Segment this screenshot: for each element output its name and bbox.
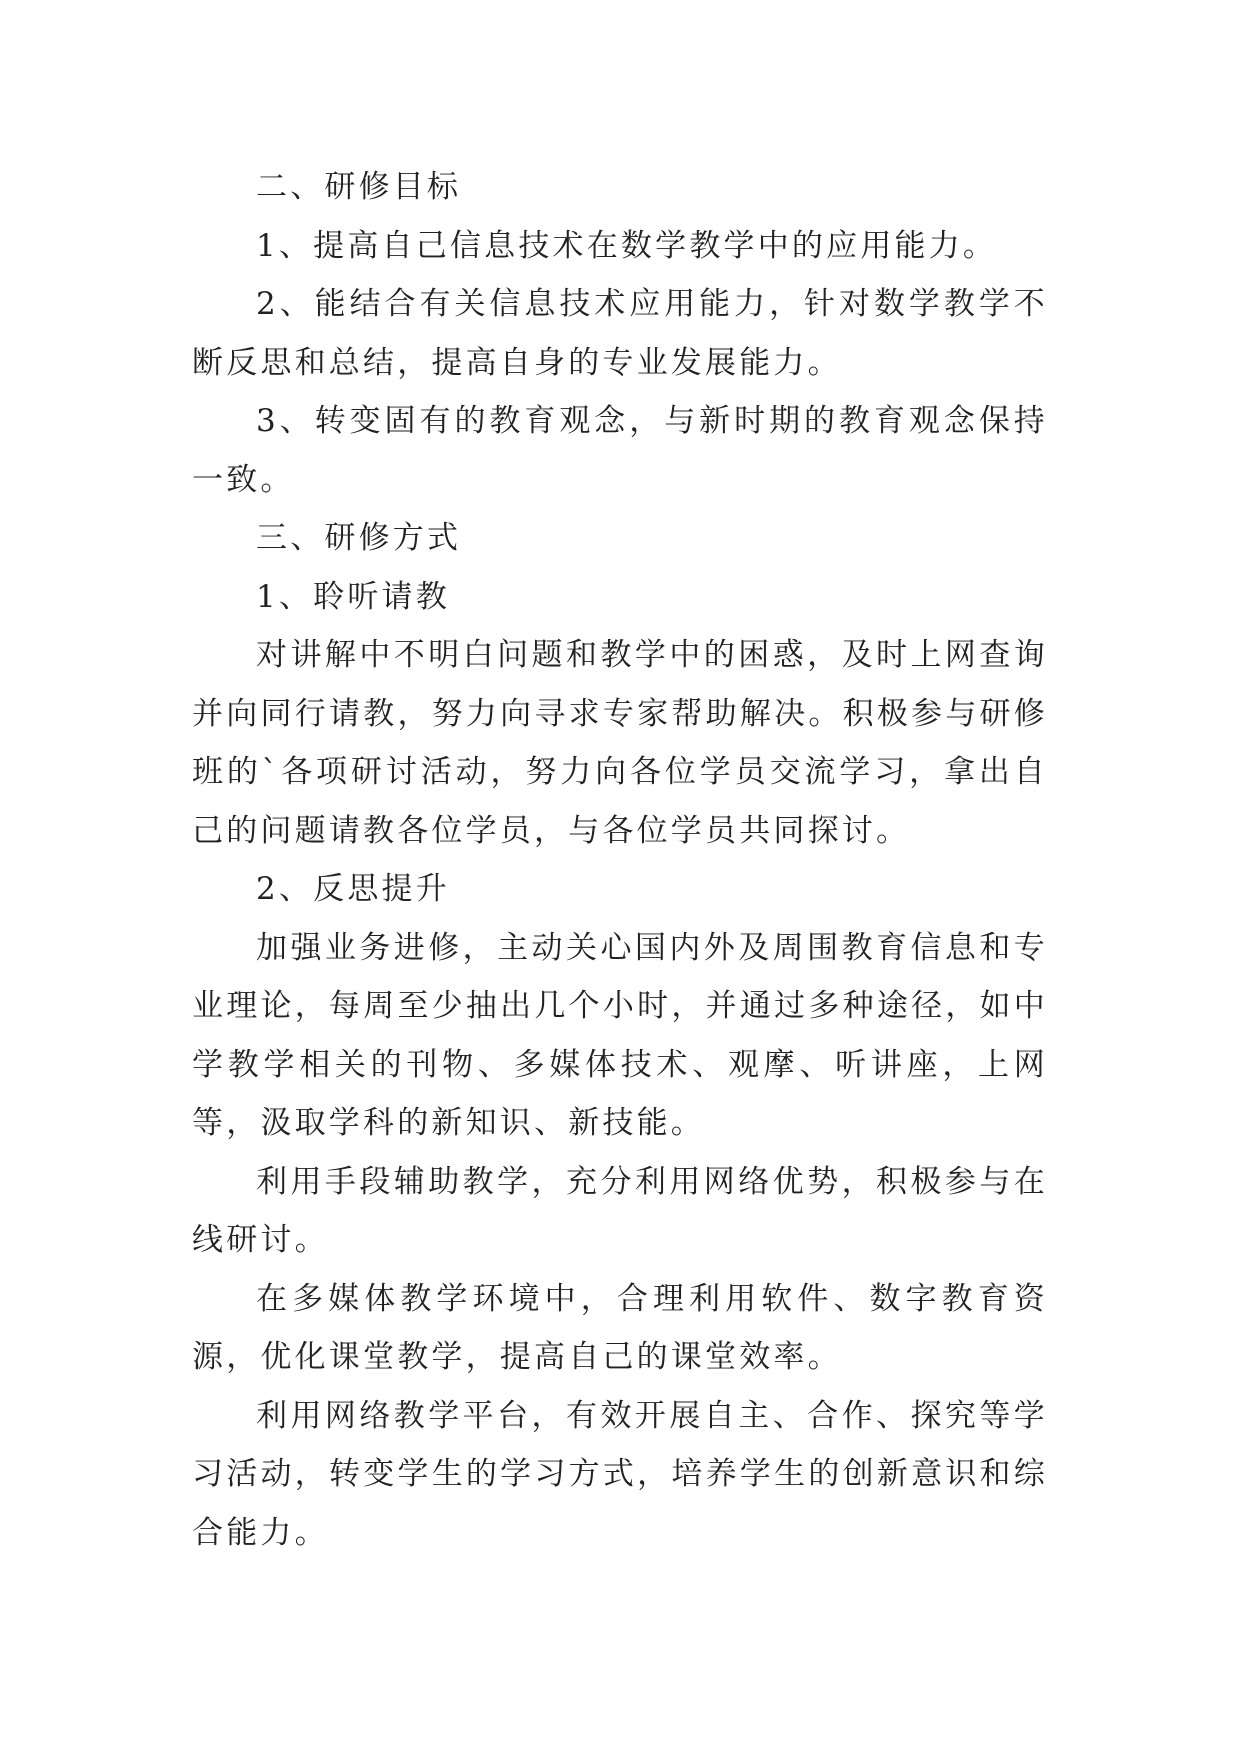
heading-research-goals: 二、研修目标 xyxy=(256,169,462,205)
goal-item-1: 1、提高自己信息技术在数学教学中的应用能力。 xyxy=(256,227,998,264)
method-item-1-body: 对讲解中不明白问题和教学中的困惑，及时上网查询并向同行请教，努力向寻求专家帮助解决。积极参与研修班的`各项研讨活动，努力向各位学员交流学习，拿出自己的问题请教各位学员，与各位学员共同探讨。 xyxy=(192,637,1048,849)
method-item-2-title: 2、反思提升 xyxy=(256,871,450,907)
paragraph-network-platform: 利用网络教学平台，有效开展自主、合作、探究等学习活动，转变学生的学习方式，培养学生的创新意识和综合能力。 xyxy=(192,1397,1048,1551)
heading-research-methods: 三、研修方式 xyxy=(256,520,462,556)
paragraph-online-discussion: 利用手段辅助教学，充分利用网络优势，积极参与在线研讨。 xyxy=(192,1163,1048,1258)
method-item-1-title: 1、聆听请教 xyxy=(256,578,450,615)
paragraph-multimedia: 在多媒体教学环境中，合理利用软件、数字教育资源，优化课堂教学，提高自己的课堂效率。 xyxy=(192,1280,1048,1375)
document-body xyxy=(192,158,1048,1562)
goal-item-3: 3、转变固有的教育观念，与新时期的教育观念保持一致。 xyxy=(192,403,1048,498)
method-item-2-body: 加强业务进修，主动关心国内外及周围教育信息和专业理论，每周至少抽出几个小时，并通过多种途径，如中学教学相关的刊物、多媒体技术、观摩、听讲座，上网等，汲取学科的新知识、新技能。 xyxy=(192,929,1048,1141)
goal-item-2: 2、能结合有关信息技术应用能力，针对数学教学不断反思和总结，提高自身的专业发展能力。 xyxy=(192,286,1048,381)
